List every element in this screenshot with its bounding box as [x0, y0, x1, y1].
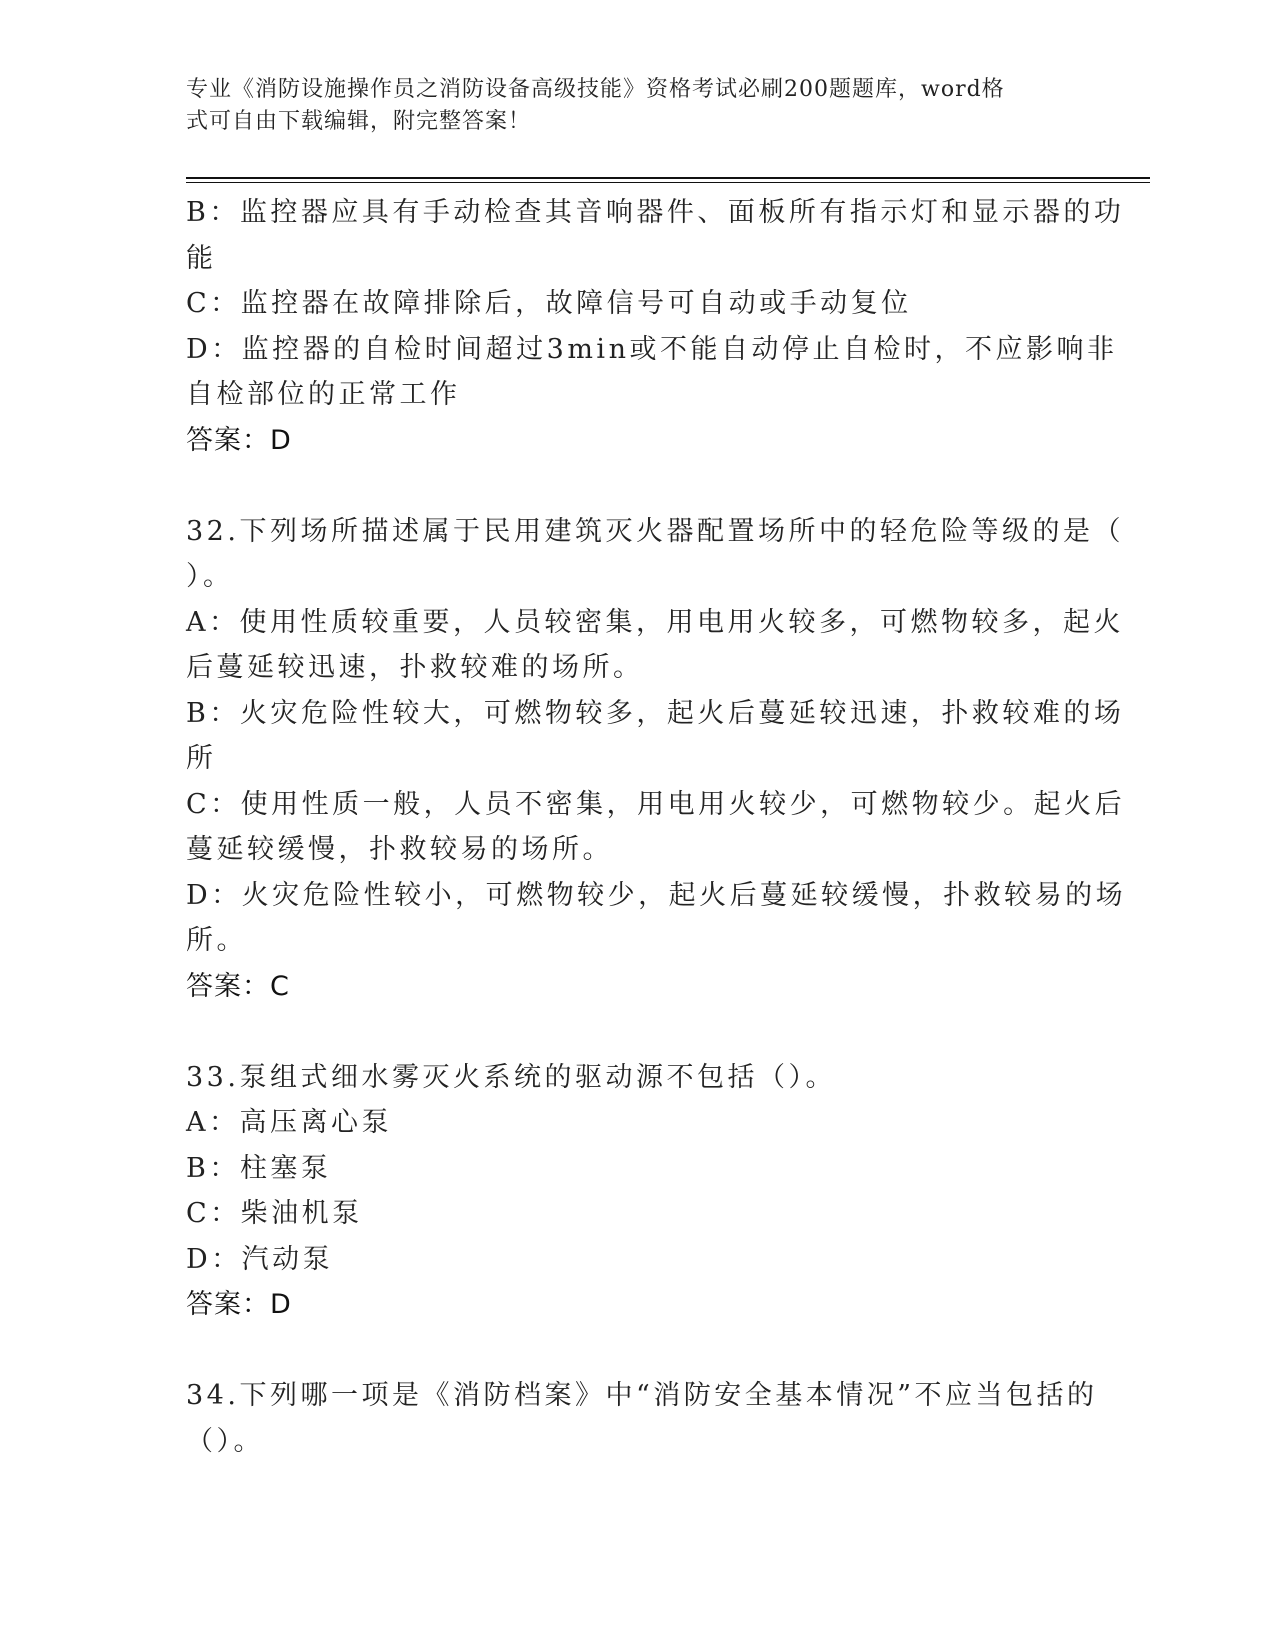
q33-option-d: D：汽动泵	[186, 1243, 334, 1275]
question-list	[186, 190, 1127, 1464]
q31-option-d-line-2: 自检部位的正常工作	[186, 379, 461, 410]
header-divider-thin	[186, 182, 1150, 183]
spacer	[186, 1009, 1086, 1055]
question-31	[186, 190, 1125, 463]
document-header	[186, 74, 1076, 138]
q32-option-d-line-2: 所。	[186, 925, 247, 956]
q32-option-d-line-1: D：火灾危险性较小，可燃物较少，起火后蔓延较缓慢，扑救较易的场	[186, 879, 1127, 911]
header-line-2: 式可自由下载编辑，附完整答案！	[186, 109, 532, 134]
q33-option-a: A：高压离心泵	[186, 1107, 392, 1138]
q32-answer: 答案：C	[186, 970, 290, 1002]
q34-stem-line-1: 34.下列哪一项是《消防档案》中“消防安全基本情况”不应当包括的	[186, 1380, 1098, 1411]
q31-answer: 答案：D	[186, 424, 292, 456]
q33-option-c: C：柴油机泵	[186, 1198, 363, 1229]
q33-answer: 答案：D	[186, 1289, 292, 1320]
q31-option-b-line-1: B：监控器应具有手动检查其音响器件、面板所有指示灯和显示器的功	[186, 197, 1125, 228]
header-divider-thick	[186, 177, 1150, 179]
q32-option-b-line-1: B：火灾危险性较大，可燃物较多，起火后蔓延较迅速，扑救较难的场	[186, 697, 1125, 729]
question-33	[186, 1055, 1086, 1328]
q33-option-b: B：柱塞泵	[186, 1152, 332, 1184]
spacer	[186, 1328, 1086, 1374]
q32-stem-line-2: ）。	[186, 561, 234, 592]
q34-stem-line-2: （）。	[186, 1425, 264, 1457]
q31-option-b-line-2: 能	[186, 242, 217, 274]
q32-option-a-line-1: A：使用性质较重要，人员较密集，用电用火较多，可燃物较多，起火	[186, 606, 1124, 638]
q32-option-c-line-1: C：使用性质一般，人员不密集，用电用火较少，可燃物较少。起火后	[186, 788, 1126, 820]
q31-option-d-line-1: D：监控器的自检时间超过3min或不能自动停止自检时，不应影响非	[186, 333, 1118, 365]
question-34	[186, 1373, 1098, 1464]
header-line-1: 专业《消防设施操作员之消防设备高级技能》资格考试必刷200题题库，word格	[186, 77, 1005, 102]
question-32	[186, 509, 1127, 1010]
q33-stem: 33.泵组式细水雾灭火系统的驱动源不包括（）。	[186, 1061, 836, 1093]
q31-option-c: C：监控器在故障排除后，故障信号可自动或手动复位	[186, 288, 912, 319]
spacer	[186, 463, 1086, 509]
q32-stem-line-1: 32.下列场所描述属于民用建筑灭火器配置场所中的轻危险等级的是（	[186, 515, 1124, 547]
q32-option-c-line-2: 蔓延较缓慢，扑救较易的场所。	[186, 834, 613, 865]
q32-option-a-line-2: 后蔓延较迅速，扑救较难的场所。	[186, 652, 644, 683]
q32-option-b-line-2: 所	[186, 743, 217, 774]
